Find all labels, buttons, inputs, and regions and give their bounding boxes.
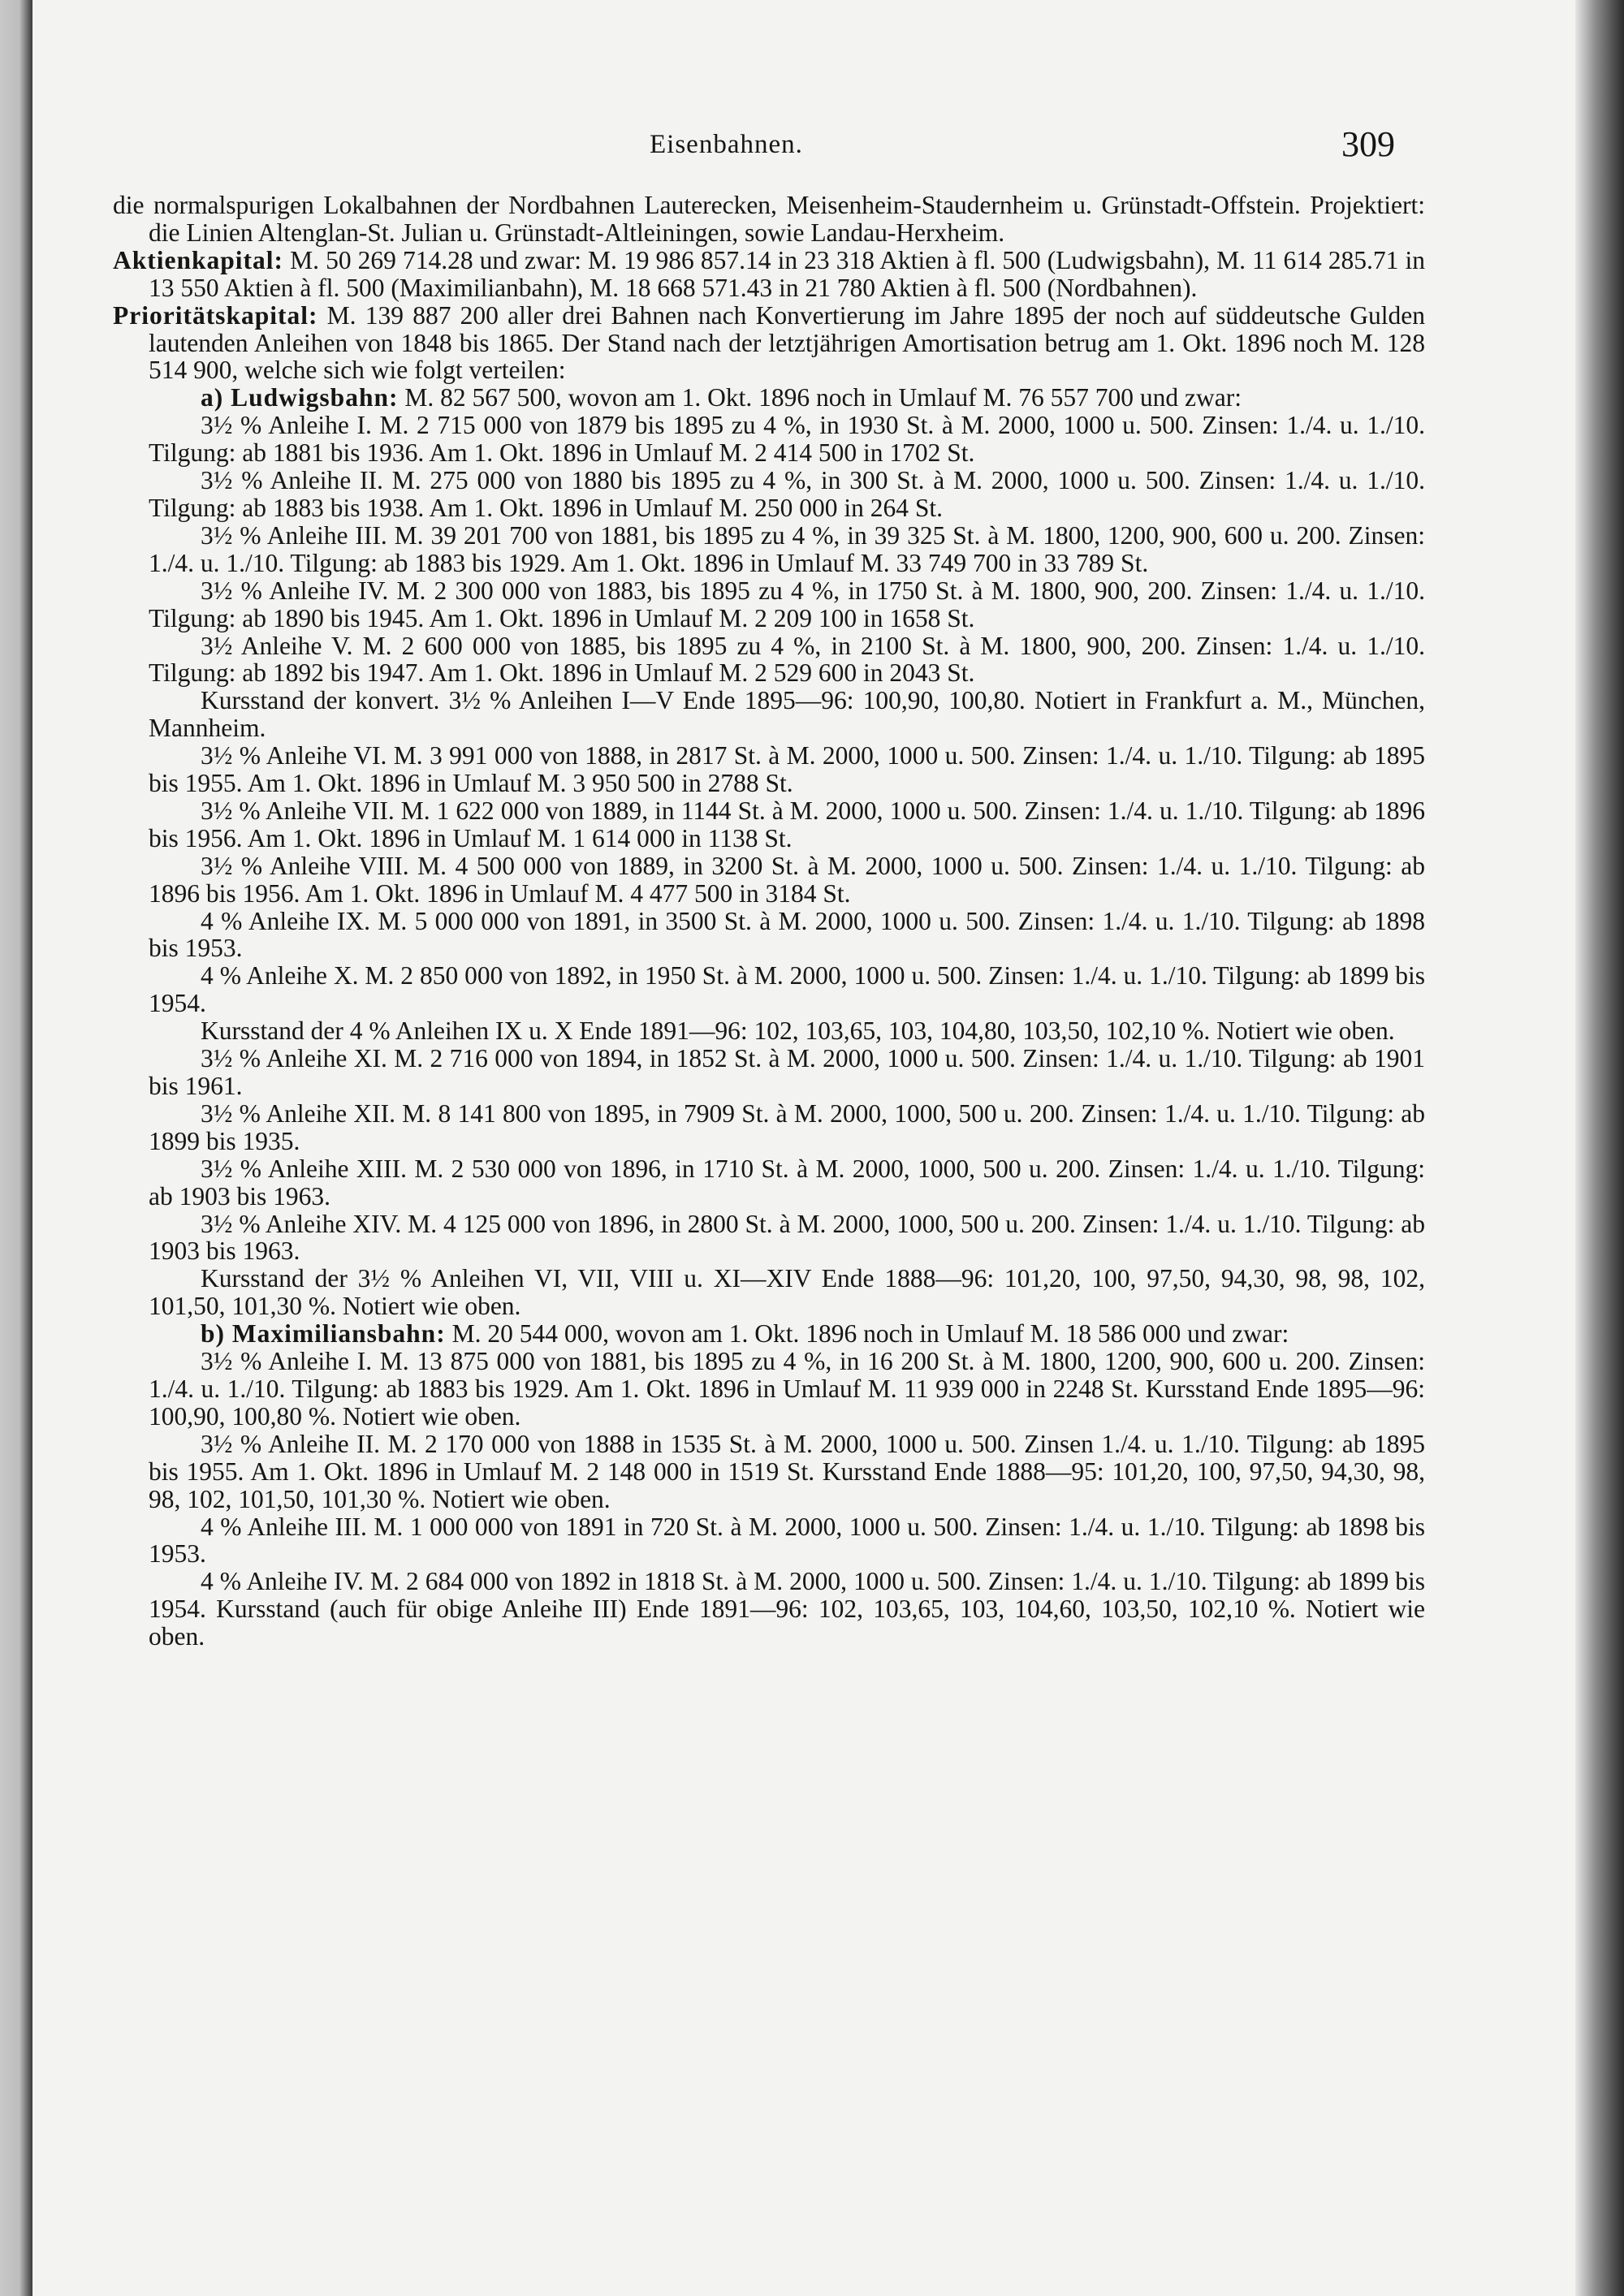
paragraph-text: die normalspurigen Lokalbahnen der Nordbahnen Lauterecken, Meisenheim-Staudernheim u. Grünstadt-Offstein. Projektiert: die Linien Altenglan-St. Julian u. Grünstadt-Altleiningen, sowie Landau-Herxheim.: [113, 191, 1425, 247]
paragraph-text: 3½ % Anleihe VIII. M. 4 500 000 von 1889, in 3200 St. à M. 2000, 1000 u. 500. Zinsen: 1./4. u. 1./10. Tilgung: ab 1896 bis 1956. Am 1. Okt. 1896 in Umlauf M. 4 477 500 in 3184 St.: [149, 851, 1425, 908]
paragraph-text: 3½ % Anleihe II. M. 275 000 von 1880 bis 1895 zu 4 %, in 300 St. à M. 2000, 1000 u. 500. Zinsen: 1./4. u. 1./10. Tilgung: ab 1883 bis 1938. Am 1. Okt. 1896 in Umlauf M. 250 000 in 264 St.: [149, 466, 1425, 522]
paragraph-text: 3½ Anleihe V. M. 2 600 000 von 1885, bis 1895 zu 4 %, in 2100 St. à M. 1800, 900, 200. Zinsen: 1./4. u. 1./10. Tilgung: ab 1892 bis 1947. Am 1. Okt. 1896 in Umlauf M. 2 529 600 in 2043 St.: [149, 631, 1425, 688]
paragraph-text: 3½ % Anleihe VII. M. 1 622 000 von 1889, in 1144 St. à M. 2000, 1000 u. 500. Zinsen: 1./4. u. 1./10. Tilgung: ab 1896 bis 1956. Am 1. Okt. 1896 in Umlauf M. 1 614 000 in 1138 St.: [149, 796, 1425, 852]
paragraph: [113, 245, 1425, 302]
paragraph-text: 3½ % Anleihe XII. M. 8 141 800 von 1895, in 7909 St. à M. 2000, 1000, 500 u. 200. Zinsen: 1./4. u. 1./10. Tilgung: ab 1899 bis 1935.: [149, 1098, 1425, 1155]
paragraph: [113, 300, 1425, 385]
paragraph: [149, 852, 1425, 908]
book-page: [32, 0, 1575, 2296]
page-number: 309: [1341, 124, 1395, 164]
paragraph-text: 3½ % Anleihe XI. M. 2 716 000 von 1894, in 1852 St. à M. 2000, 1000 u. 500. Zinsen: 1./4. u. 1./10. Tilgung: ab 1901 bis 1961.: [149, 1044, 1425, 1100]
paragraph: [149, 632, 1425, 688]
paragraph-text: 3½ % Anleihe VI. M. 3 991 000 von 1888, in 2817 St. à M. 2000, 1000 u. 500. Zinsen: 1./4. u. 1./10. Tilgung: ab 1895 bis 1955. Am 1. Okt. 1896 in Umlauf M. 3 950 500 in 2788 St.: [149, 741, 1425, 798]
paragraph-text: 3½ % Anleihe XIV. M. 4 125 000 von 1896, in 2800 St. à M. 2000, 1000, 500 u. 200. Zinsen: 1./4. u. 1./10. Tilgung: ab 1903 bis 1963.: [149, 1209, 1425, 1266]
paragraph-text: 3½ % Anleihe IV. M. 2 300 000 von 1883, bis 1895 zu 4 %, in 1750 St. à M. 1800, 900, 200. Zinsen: 1./4. u. 1./10. Tilgung: ab 1890 bis 1945. Am 1. Okt. 1896 in Umlauf M. 2 209 100 in 1658 St.: [149, 576, 1425, 632]
paragraph-text: 4 % Anleihe III. M. 1 000 000 von 1891 in 720 St. à M. 2000, 1000 u. 500. Zinsen: 1./4. u. 1./10. Tilgung: ab 1898 bis 1953.: [149, 1512, 1425, 1569]
paragraph: [149, 522, 1425, 577]
paragraph: [149, 1155, 1425, 1211]
scan-binding-edge: [0, 0, 32, 2296]
paragraph: [113, 191, 1425, 247]
paragraph-text: 3½ % Anleihe I. M. 2 715 000 von 1879 bis 1895 zu 4 %, in 1930 St. à M. 2000, 1000 u. 500. Zinsen: 1./4. u. 1./10. Tilgung: ab 1881 bis 1936. Am 1. Okt. 1896 in Umlauf M. 2 414 500 in 1702 St.: [149, 411, 1425, 468]
paragraph: [149, 1568, 1425, 1651]
paragraph-text: M. 50 269 714.28 und zwar: M. 19 986 857.14 in 23 318 Aktien à fl. 500 (Ludwigsbahn), M. 11 614 285.71 in 13 550 Aktien à fl. 500 (Maximilianbahn), M. 18 668 571.43 in 21 780 Aktien à fl. 500 (Nordbahnen).: [149, 245, 1425, 302]
paragraph-text: M. 82 567 500, wovon am 1. Okt. 1896 noch in Umlauf M. 76 557 700 und zwar:: [398, 383, 1242, 412]
paragraph: [149, 412, 1425, 467]
paragraph-heading: b) Maximiliansbahn:: [201, 1319, 446, 1349]
paragraph-text: Kursstand der konvert. 3½ % Anleihen I—V Ende 1895—96: 100,90, 100,80. Notiert in Frankfurt a. M., München, Mannheim.: [149, 686, 1425, 743]
paragraph-text: Kursstand der 3½ % Anleihen VI, VII, VIII u. XI—XIV Ende 1888—96: 101,20, 100, 97,50, 94,30, 98, 98, 102, 101,50, 101,30 %. Notiert wie oben.: [149, 1264, 1425, 1321]
paragraph-text: 4 % Anleihe X. M. 2 850 000 von 1892, in 1950 St. à M. 2000, 1000 u. 500. Zinsen: 1./4. u. 1./10. Tilgung: ab 1899 bis 1954.: [149, 961, 1425, 1018]
paragraph: [149, 1211, 1425, 1266]
paragraph: [149, 1045, 1425, 1100]
paragraph: [149, 467, 1425, 522]
paragraph: [149, 908, 1425, 963]
running-title: Eisenbahnen.: [650, 130, 803, 159]
paragraph: [149, 1513, 1425, 1569]
paragraph: [149, 384, 1425, 412]
paragraph: [149, 577, 1425, 632]
paragraph: [149, 1100, 1425, 1155]
scan-page-edge: [1575, 0, 1624, 2296]
paragraph-text: 4 % Anleihe IV. M. 2 684 000 von 1892 in 1818 St. à M. 2000, 1000 u. 500. Zinsen: 1./4. u. 1./10. Tilgung: ab 1899 bis 1954. Kursstand (auch für obige Anleihe III) Ende 1891—96: 102, 103,65, 103, 104,60, 103,50, 102,10 %. Notiert wie oben.: [149, 1567, 1425, 1651]
paragraph: [149, 1320, 1425, 1348]
paragraph-heading: a) Ludwigsbahn:: [201, 383, 399, 412]
paragraph-text: 3½ % Anleihe II. M. 2 170 000 von 1888 in 1535 St. à M. 2000, 1000 u. 500. Zinsen 1./4. u. 1./10. Tilgung: ab 1895 bis 1955. Am 1. Okt. 1896 in Umlauf M. 2 148 000 in 1519 St. Kursstand Ende 1888—95: 101,20, 100, 97,50, 94,30, 98, 98, 102, 101,50, 101,30 %. Notiert wie oben.: [149, 1429, 1425, 1513]
paragraph-text: 3½ % Anleihe I. M. 13 875 000 von 1881, bis 1895 zu 4 %, in 16 200 St. à M. 1800, 1200, 900, 600 u. 200. Zinsen: 1./4. u. 1./10. Tilgung: ab 1883 bis 1929. Am 1. Okt. 1896 in Umlauf M. 11 939 000 in 2248 St. Kursstand Ende 1895—96: 100,90, 100,80 %. Notiert wie oben.: [149, 1347, 1425, 1431]
paragraph-text: 4 % Anleihe IX. M. 5 000 000 von 1891, in 3500 St. à M. 2000, 1000 u. 500. Zinsen: 1./4. u. 1./10. Tilgung: ab 1898 bis 1953.: [149, 906, 1425, 963]
paragraph: [149, 797, 1425, 852]
paragraph: [149, 1431, 1425, 1513]
paragraph: [149, 742, 1425, 797]
body-text: [113, 191, 1425, 1651]
paragraph: [149, 1265, 1425, 1320]
paragraph-text: M. 139 887 200 aller drei Bahnen nach Konvertierung im Jahre 1895 der noch auf süddeutsche Gulden lautenden Anleihen von 1848 bis 1865. Der Stand nach der letztjährigen Amortisation betrug am 1. Okt. 1896 noch M. 128 514 900, welche sich wie folgt verteilen:: [149, 300, 1425, 385]
paragraph: [149, 962, 1425, 1017]
paragraph-text: 3½ % Anleihe XIII. M. 2 530 000 von 1896, in 1710 St. à M. 2000, 1000, 500 u. 200. Zinsen: 1./4. u. 1./10. Tilgung: ab 1903 bis 1963.: [149, 1154, 1425, 1211]
paragraph: [149, 1348, 1425, 1431]
paragraph-text: 3½ % Anleihe III. M. 39 201 700 von 1881, bis 1895 zu 4 %, in 39 325 St. à M. 1800, 1200, 900, 600 u. 200. Zinsen: 1./4. u. 1./10. Tilgung: ab 1883 bis 1929. Am 1. Okt. 1896 in Umlauf M. 33 749 700 in 33 789 St.: [149, 520, 1425, 577]
paragraph-text: Kursstand der 4 % Anleihen IX u. X Ende 1891—96: 102, 103,65, 103, 104,80, 103,50, 102,10 %. Notiert wie oben.: [201, 1016, 1395, 1046]
page-header: [32, 124, 1575, 179]
paragraph-heading: Prioritätskapital:: [113, 300, 318, 330]
paragraph: [149, 687, 1425, 742]
paragraph-text: M. 20 544 000, wovon am 1. Okt. 1896 noch in Umlauf M. 18 586 000 und zwar:: [445, 1319, 1289, 1349]
paragraph-heading: Aktienkapital:: [113, 245, 284, 274]
paragraph: [149, 1017, 1425, 1045]
